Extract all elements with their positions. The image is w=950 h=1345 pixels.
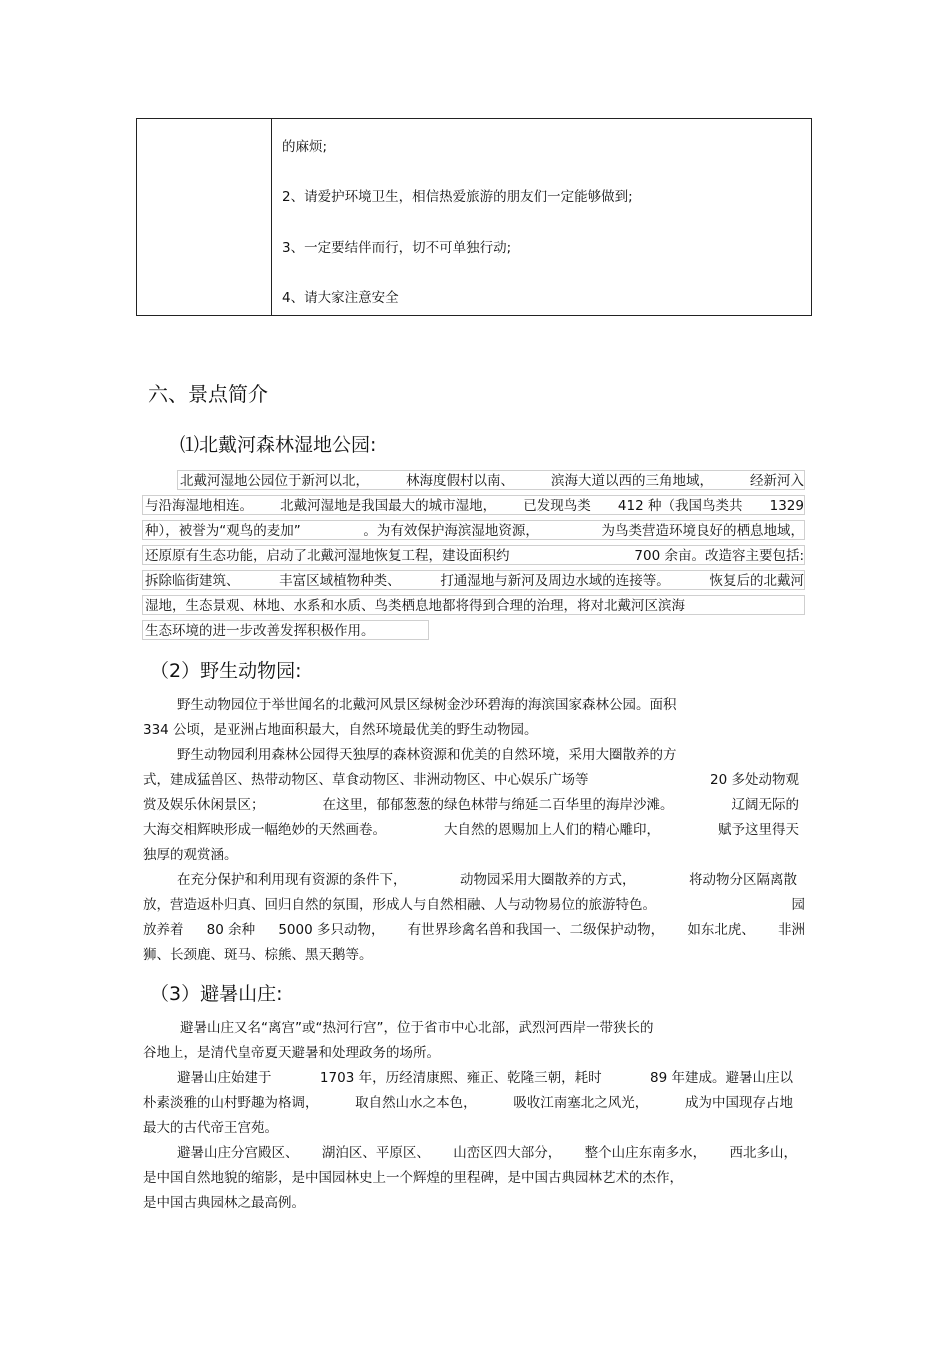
notice-line: 4、请大家注意安全 [282,290,399,306]
paragraph-segment: 成为中国现存占地 [684,1095,793,1111]
paragraph-segment: 赏及娱乐休闲景区； [143,797,265,813]
paragraph-line [142,545,805,565]
paragraph-segment: 20 多处动物观 [710,772,799,788]
notice-line: 2、请爱护环境卫生，相信热爱旅游的朋友们一定能够做到; [282,189,633,205]
paragraph-segment: 是中国古典园林之最高例。 [143,1195,305,1211]
paragraph-line [142,495,805,515]
paragraph-line [177,470,805,490]
paragraph-segment: 取自然山水之本色， [355,1095,477,1111]
paragraph-line [143,1193,443,1213]
paragraph-segment: 412 种（我国鸟类共 [617,498,743,514]
paragraph-line [143,1043,543,1063]
paragraph-line [177,695,729,715]
paragraph-segment: 辽阔无际的 [731,797,799,813]
paragraph-segment: 生态环境的进一步改善发挥积极作用。 [145,623,375,639]
paragraph-segment: 拆除临街建筑、 [145,573,240,589]
paragraph-line [143,1093,793,1113]
paragraph-line [142,570,805,590]
paragraph-line [142,595,805,615]
paragraph-segment: 为鸟类营造环境良好的栖息地域， [601,523,804,539]
paragraph-segment: 与沿海湿地相连。 [145,498,253,514]
spot-title-mountain-resort: （3）避暑山庄: [150,983,283,1005]
paragraph-line [143,820,799,840]
paragraph-line [143,945,443,965]
notice-line: 3、一定要结伴而行，切不可单独行动; [282,240,512,256]
paragraph-segment: 山峦区四大部分， [453,1145,562,1161]
paragraph-segment: 林海度假村以南、 [406,473,514,489]
paragraph-line [143,845,343,865]
paragraph-segment: 已发现鸟类 [523,498,591,514]
paragraph-segment: 野生动物园利用森林公园得天独厚的森林资源和优美的自然环境，采用大圈散养的方 [177,747,677,763]
paragraph-line [177,870,797,890]
paragraph-segment: 避暑山庄又名“离宫”或“热河行宫”，位于省市中心北部，武烈河西岸一带狭长的 [180,1020,654,1036]
paragraph-line [143,895,805,915]
paragraph-segment: 非洲 [778,922,805,938]
paragraph-line [177,745,729,765]
paragraph-segment: 是中国自然地貌的缩影，是中国园林史上一个辉煌的里程碑，是中国古典园林艺术的杰作， [143,1170,683,1186]
paragraph-line [177,1143,797,1163]
paragraph-segment: 在这里，郁郁葱葱的绿色林带与绵延二百华里的海岸沙滩。 [322,797,674,813]
paragraph-segment: 放，营造返朴归真、回归自然的氛围，形成人与自然相融、人与动物易位的旅游特色。 [143,897,656,913]
paragraph-segment: 湖泊区、平原区、 [321,1145,430,1161]
paragraph-segment: 1329 [769,498,804,514]
paragraph-segment: 独厚的观赏涵。 [143,847,238,863]
paragraph-segment: 朴素淡雅的山村野趣为格调， [143,1095,319,1111]
paragraph-line [177,1068,793,1088]
paragraph-line [143,770,799,790]
paragraph-segment: 整个山庄东南多水， [584,1145,707,1161]
paragraph-line [143,920,805,940]
paragraph-segment: 动物园采用大圈散养的方式， [460,872,636,888]
paragraph-segment: 狮、长颈鹿、斑马、棕熊、黑天鹅等。 [143,947,373,963]
paragraph-segment: 大自然的恩赐加上人们的精心雕印， [444,822,660,838]
spot-title-wildlife-park: （2）野生动物园: [150,660,302,682]
paragraph-segment: 湿地，生态景观、林地、水系和水质、鸟类栖息地都将得到合理的治理，将对北戴河区滨海 [145,598,685,614]
paragraph-segment: 经新河入 [750,473,804,489]
paragraph-segment: 如东北虎、 [687,922,755,938]
paragraph-segment: 放养着 [143,922,184,938]
paragraph-segment: 将动物分区隔离散 [689,872,797,888]
paragraph-segment: 334 公顷，是亚洲占地面积最大，自然环境最优美的野生动物园。 [143,722,538,738]
paragraph-line [143,1118,343,1138]
paragraph-segment: 赋予这里得天 [718,822,799,838]
paragraph-segment: 恢复后的北戴河 [709,573,804,589]
paragraph-segment: 滨海大道以西的三角地域， [551,473,713,489]
paragraph-segment: 西北多山， [729,1145,797,1161]
paragraph-line [142,520,805,540]
notice-table-left-cell [137,119,272,315]
paragraph-segment: 在充分保护和利用现有资源的条件下， [177,872,407,888]
paragraph-segment: 大海交相辉映形成一幅绝妙的天然画卷。 [143,822,386,838]
notice-table [136,118,812,316]
section-title: 六、景点简介 [148,382,268,406]
notice-line: 的麻烦; [282,139,328,155]
paragraph-segment: 。为有效保护海滨湿地资源， [363,523,539,539]
spot-title-wetland-park: ⑴北戴河森林湿地公园: [180,434,377,456]
paragraph-segment: 避暑山庄分宫殿区、 [177,1145,299,1161]
paragraph-segment: 园 [791,897,805,913]
paragraph-line [143,795,799,815]
paragraph-segment: 还原原有生态功能，启动了北戴河湿地恢复工程，建设面积约 [145,548,510,564]
paragraph-segment: 1703 年，历经清康熙、雍正、乾隆三朝，耗时 [319,1070,602,1086]
paragraph-segment: 89 年建成。避暑山庄以 [650,1070,793,1086]
paragraph-segment: 北戴河湿地公园位于新河以北， [180,473,369,489]
paragraph-line [180,1018,732,1038]
paragraph-segment: 吸收江南塞北之风光， [513,1095,649,1111]
paragraph-line [142,620,429,640]
paragraph-segment: 谷地上，是清代皇帝夏天避暑和处理政务的场所。 [143,1045,440,1061]
paragraph-segment: 野生动物园位于举世闻名的北戴河风景区绿树金沙环碧海的海滨国家森林公园。面积 [177,697,677,713]
paragraph-segment: 打通湿地与新河及周边水域的连接等。 [440,573,670,589]
paragraph-line [143,1168,743,1188]
paragraph-segment: 700 余亩。改造容主要包括: [634,548,804,564]
paragraph-segment: 北戴河湿地是我国最大的城市湿地， [280,498,497,514]
paragraph-segment: 有世界珍禽名兽和我国一、二级保护动物， [407,922,665,938]
paragraph-segment: 5000 多只动物， [278,922,385,938]
paragraph-segment: 避暑山庄始建于 [177,1070,272,1086]
paragraph-segment: 最大的古代帝王宫苑。 [143,1120,278,1136]
paragraph-segment: 80 余种 [206,922,256,938]
paragraph-segment: 式，建成猛兽区、热带动物区、草食动物区、非洲动物区、中心娱乐广场等 [143,772,589,788]
paragraph-segment: 丰富区域植物种类、 [279,573,401,589]
paragraph-segment: 种），被誉为“观鸟的麦加” [145,523,301,539]
notice-table-right-cell [272,119,811,315]
paragraph-line [143,720,563,740]
